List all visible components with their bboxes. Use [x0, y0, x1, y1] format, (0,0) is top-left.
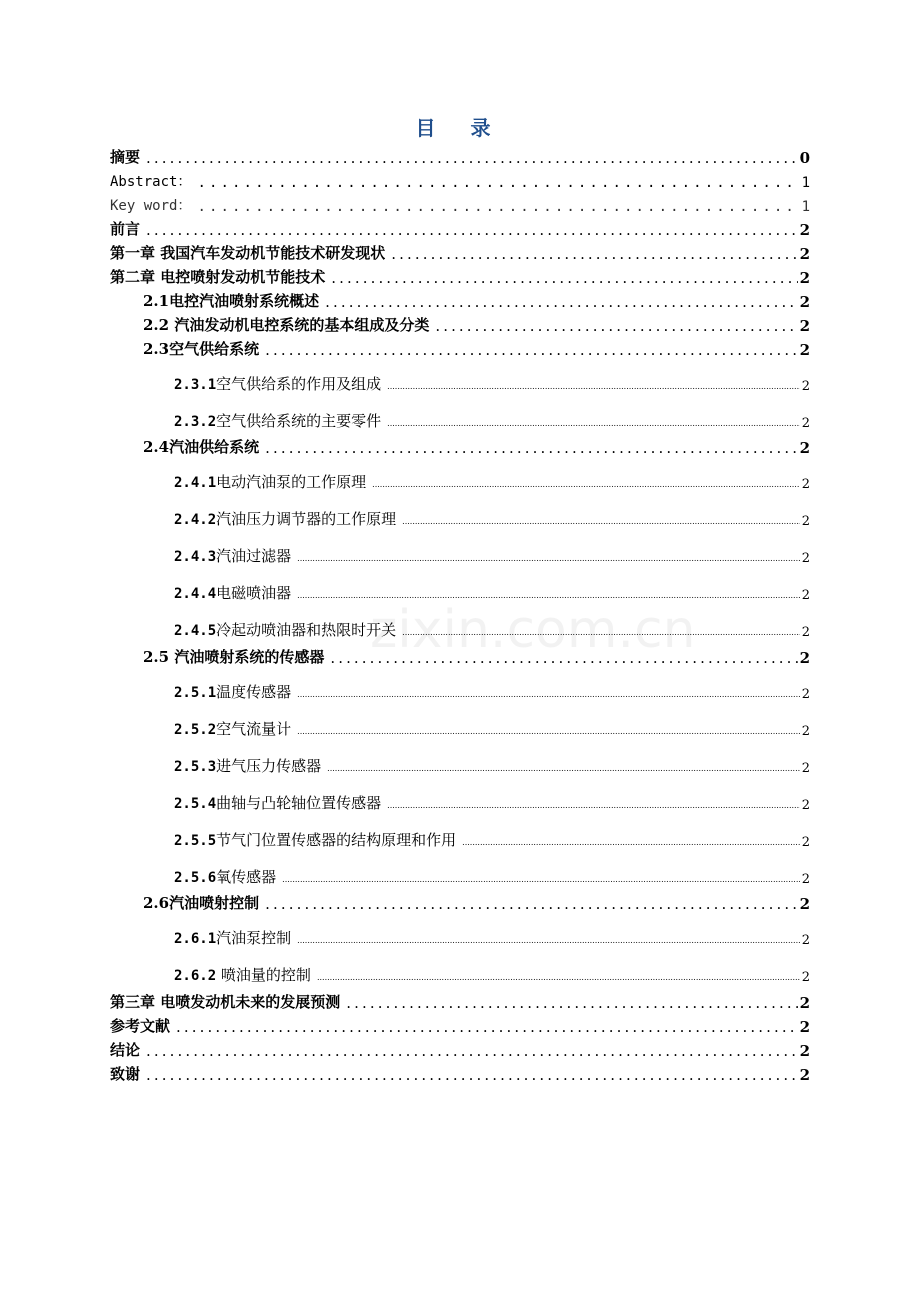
toc-leader: [176, 1018, 798, 1036]
toc-entry-label: 2.4.3汽油过滤器: [174, 547, 292, 565]
toc-leader: [391, 245, 797, 263]
toc-entry[interactable]: [143, 645, 810, 667]
toc-page-number: 2: [801, 761, 810, 776]
toc-entry[interactable]: [110, 217, 810, 239]
toc-page-number: 2: [801, 724, 810, 739]
toc-leader: [462, 838, 800, 850]
toc-leader: [146, 1042, 798, 1060]
toc-page-number: 2: [799, 1066, 810, 1084]
toc-page-number: 2: [801, 835, 810, 850]
toc-entry-label: 第三章 电喷发动机未来的发展预测: [110, 993, 341, 1011]
toc-page-number: 2: [799, 317, 810, 335]
toc-entry-label: 2.4汽油供给系统: [143, 438, 260, 456]
toc-page-number: 1: [801, 199, 810, 215]
toc-entry[interactable]: [110, 145, 810, 167]
toc-entry[interactable]: [174, 581, 810, 603]
toc-entry[interactable]: [143, 891, 810, 913]
toc-page-number: 2: [799, 895, 810, 913]
toc-leader: [146, 221, 798, 239]
toc-page-number: 2: [799, 439, 810, 457]
toc-entry-label: Key word：: [110, 198, 192, 214]
toc-leader: [265, 341, 797, 359]
toc-entry[interactable]: [110, 265, 810, 287]
toc-entry[interactable]: [174, 865, 810, 887]
toc-entry-label: 摘要: [110, 148, 141, 166]
toc-entry-label: 结论: [110, 1041, 141, 1059]
toc-entry-label: 2.6汽油喷射控制: [143, 894, 260, 912]
toc-entry[interactable]: [110, 990, 810, 1012]
toc-entry-label: 2.3.1空气供给系的作用及组成: [174, 375, 382, 393]
toc-entry[interactable]: [174, 544, 810, 566]
toc-leader: [265, 895, 797, 913]
toc-leader: [146, 149, 798, 167]
toc-leader: [297, 591, 800, 603]
toc-entry-label: 2.5.1温度传感器: [174, 683, 292, 701]
toc-entry-label: 2.2 汽油发动机电控系统的基本组成及分类: [143, 316, 430, 334]
toc-entry-label: 2.5.3进气压力传感器: [174, 757, 322, 775]
toc-leader: [282, 875, 800, 887]
toc-page-number: 2: [799, 649, 810, 667]
toc-leader: [331, 269, 797, 287]
toc-entry[interactable]: [143, 337, 810, 359]
toc-page-number: 2: [799, 341, 810, 359]
toc-entry-label: 2.5.6氧传感器: [174, 868, 277, 886]
toc-page-number: 2: [801, 416, 810, 431]
toc-entry[interactable]: [174, 372, 810, 394]
toc-page-number: 2: [801, 588, 810, 603]
toc-title: 目 录: [415, 116, 505, 140]
toc-entry-label: 2.6.2 喷油量的控制: [174, 966, 311, 984]
toc-entry[interactable]: [174, 754, 810, 776]
toc-entry-label: 2.4.4电磁喷油器: [174, 584, 292, 602]
toc-entry-label: 致谢: [110, 1065, 141, 1083]
toc-entry[interactable]: [174, 618, 810, 640]
toc-leader: [297, 690, 800, 702]
toc-leader: [402, 517, 800, 529]
toc-entry-label: 第二章 电控喷射发动机节能技术: [110, 268, 326, 286]
toc-leader: [330, 649, 797, 667]
toc-entry[interactable]: [110, 1014, 810, 1036]
toc-leader: [297, 727, 800, 739]
toc-page-number: 2: [801, 933, 810, 948]
toc-entry[interactable]: [174, 926, 810, 948]
toc-entry[interactable]: [174, 828, 810, 850]
toc-leader: [297, 554, 800, 566]
toc-entry-label: Abstract：: [110, 174, 192, 190]
toc-page-number: 2: [799, 221, 810, 239]
toc-entry[interactable]: [174, 791, 810, 813]
toc-entry-label: 2.5.2空气流量计: [174, 720, 292, 738]
toc-page-number: 2: [801, 477, 810, 492]
toc-leader: [435, 317, 797, 335]
toc-entry[interactable]: [110, 193, 810, 215]
toc-page-number: 1: [801, 175, 810, 191]
toc-entry[interactable]: [110, 1062, 810, 1084]
watermark: zixin.com.cn: [370, 600, 696, 660]
toc-entry[interactable]: [143, 435, 810, 457]
toc-entry-label: 2.6.1汽油泵控制: [174, 929, 292, 947]
toc-leader: [327, 764, 800, 776]
toc-leader: [325, 293, 797, 311]
toc-leader: [265, 439, 797, 457]
toc-entry[interactable]: [110, 241, 810, 263]
toc-page-number: 2: [801, 798, 810, 813]
toc-leader: [346, 994, 797, 1012]
toc-entry[interactable]: [174, 717, 810, 739]
toc-leader: [387, 382, 800, 394]
toc-page-number: 2: [799, 269, 810, 287]
toc-entry[interactable]: [174, 470, 810, 492]
toc-leader: [387, 801, 800, 813]
toc-entry-label: 前言: [110, 220, 141, 238]
toc-leader: [402, 628, 800, 640]
toc-leader: [317, 973, 800, 985]
toc-leader: [372, 480, 800, 492]
toc-entry-label: 2.4.5冷起动喷油器和热限时开关: [174, 621, 397, 639]
toc-entry-label: 2.3.2空气供给系统的主要零件: [174, 412, 382, 430]
toc-leader: [387, 419, 800, 431]
toc-entry[interactable]: [174, 963, 810, 985]
toc-entry[interactable]: [143, 289, 810, 311]
toc-entry[interactable]: [174, 680, 810, 702]
toc-page-number: 2: [801, 514, 810, 529]
toc-entry-label: 2.1电控汽油喷射系统概述: [143, 292, 320, 310]
toc-entry[interactable]: [143, 313, 810, 335]
toc-entry[interactable]: [110, 1038, 810, 1060]
toc-page-number: 2: [801, 970, 810, 985]
toc-page-number: 2: [801, 551, 810, 566]
toc-leader: [197, 199, 799, 215]
toc-page-number: 2: [799, 994, 810, 1012]
toc-leader: [297, 936, 800, 948]
toc-entry[interactable]: [174, 507, 810, 529]
toc-entry[interactable]: [174, 409, 810, 431]
toc-entry[interactable]: [110, 169, 810, 191]
toc-page-number: 2: [801, 687, 810, 702]
toc-page-number: 2: [801, 379, 810, 394]
toc-leader: [146, 1066, 798, 1084]
toc-entry-label: 参考文献: [110, 1017, 171, 1035]
toc-entry-label: 2.5.4曲轴与凸轮轴位置传感器: [174, 794, 382, 812]
toc-entry-label: 2.5 汽油喷射系统的传感器: [143, 648, 325, 666]
toc-entry-label: 2.4.1电动汽油泵的工作原理: [174, 473, 367, 491]
toc-page-number: 2: [799, 245, 810, 263]
toc-entry-label: 2.4.2汽油压力调节器的工作原理: [174, 510, 397, 528]
toc-page-number: 0: [799, 149, 810, 167]
toc-page-number: 2: [799, 1018, 810, 1036]
toc-entry-label: 2.3空气供给系统: [143, 340, 260, 358]
toc-leader: [197, 175, 799, 191]
toc-page-number: 2: [801, 872, 810, 887]
toc-page-number: 2: [801, 625, 810, 640]
toc-entry-label: 第一章 我国汽车发动机节能技术研发现状: [110, 244, 386, 262]
toc-page-number: 2: [799, 1042, 810, 1060]
toc-entry-label: 2.5.5节气门位置传感器的结构原理和作用: [174, 831, 457, 849]
toc-page-number: 2: [799, 293, 810, 311]
